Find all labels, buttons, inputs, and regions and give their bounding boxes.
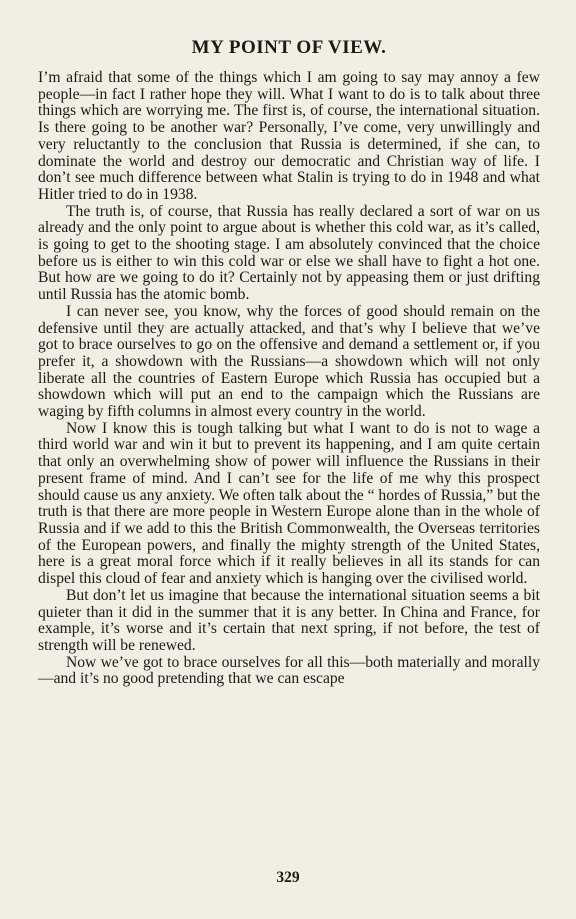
page-number: 329 (276, 869, 300, 886)
paragraph-2: The truth is, of course, that Russia has really declared a sort of war on us already and the only point to argue about is whether this cold war, as it’s called, is going to get to the shooting stage. I am absolutely convinced that the choice before us is either to win this cold war or else we shall have to fight a hot one. But how are we going to do it? Certainly not by appeasing them or just drifting until Russia has the atomic bomb. (38, 202, 540, 304)
article-title: MY POINT OF VIEW. (191, 37, 387, 58)
paragraph-5: But don’t let us imagine that because the international situation seems a bit quieter than it did in the summer that it is any better. In China and France, for example, it’s worse and it’s certain that next spring, if not before, the test of strength will be renewed. (38, 586, 540, 654)
paragraph-1: I’m afraid that some of the things which I am going to say may annoy a few people—in fact I rather hope they will. What I want to do is to talk about three things which are worrying me. The first is, of course, the international situation. Is there going to be another war? Personally, I’ve come, very unwillingly and very reluctantly to the conclusion that Russia is determined, if she can, to dominate the world and destroy our democratic and Christian way of life. I don’t see much difference between what Stalin is trying to do in 1948 and what Hitler tried to do in 1938. (38, 69, 540, 203)
paragraph-3: I can never see, you know, why the forces of good should remain on the defensive until they are actually attacked, and that’s why I believe that we’ve got to brace ourselves to go on the offensive and demand a settlement or, if you prefer it, a showdown with the Russians—a showdown which will not only liberate all the countries of Eastern Europe which Russia has occupied but a showdown which will put an end to the campaign which the Russians are waging by fifth columns in almost every country in the world. (38, 302, 540, 421)
paragraph-4: Now I know this is tough talking but what I want to do is not to wage a third world war and win it but to prevent its happening, and I am quite certain that only an overwhelming show of power will influence the Russians in their present frame of mind. And I can’t see for the life of me why this prospect should cause us any anxiety. We often talk about the “ hordes of Russia,” but the truth is that there are more people in Western Europe alone than in the whole of Russia and if we add to this the British Commonwealth, the Overseas territories of the European powers, and finally the mighty strength of the United States, here is a great moral force which if it really believes in all its stands for can dispel this cloud of fear and anxiety which is hanging over the civilised world. (38, 419, 540, 588)
paragraph-6: Now we’ve got to brace ourselves for all this—both materially and morally—and it’s no good pretending that we can escape (38, 653, 540, 688)
